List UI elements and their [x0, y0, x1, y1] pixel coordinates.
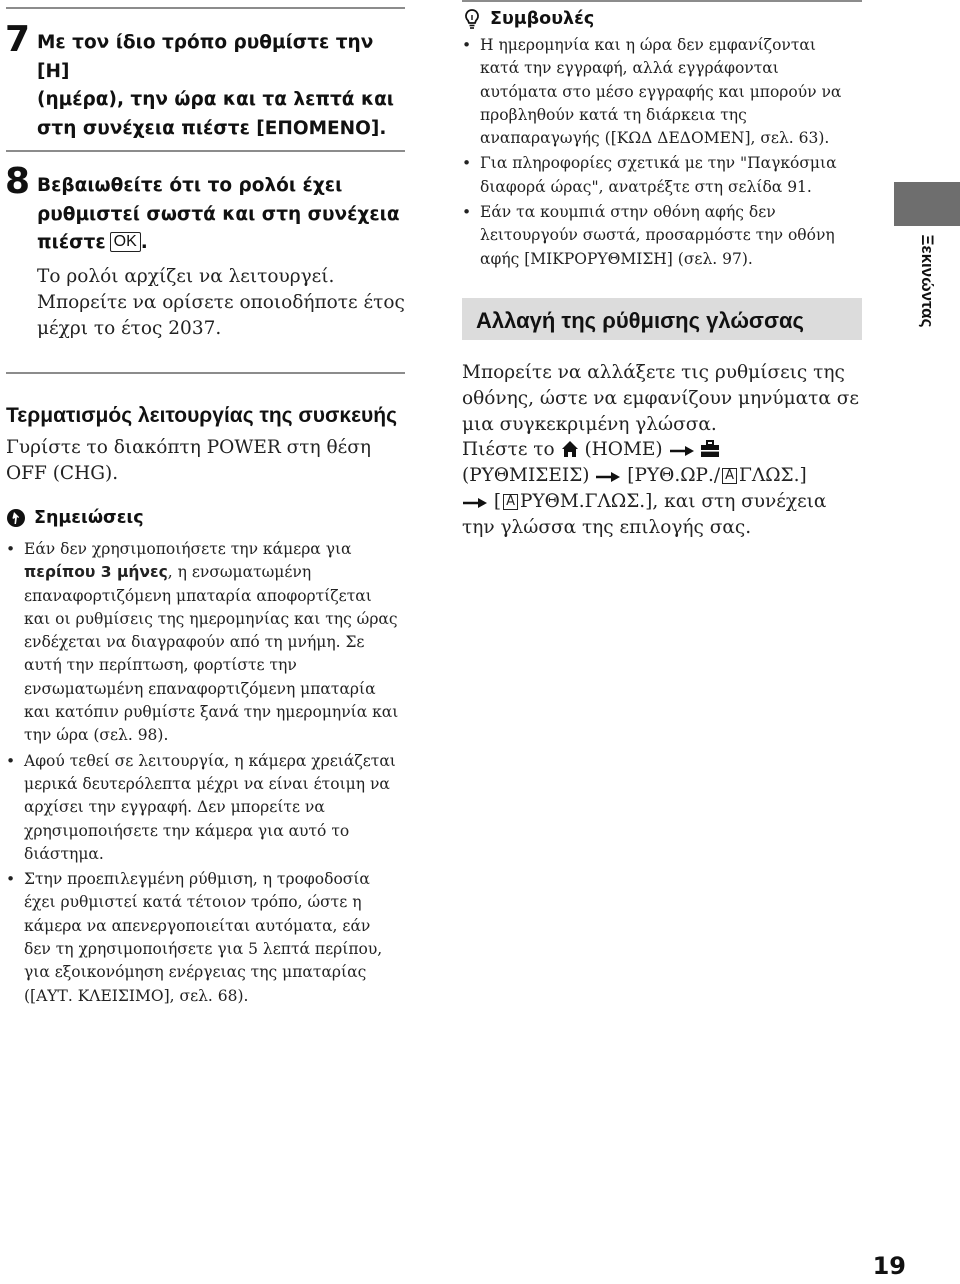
- step-7-number: 7: [5, 19, 31, 60]
- top-rule-left: [6, 7, 405, 9]
- list-item: • Αφού τεθεί σε λειτουργία, η κάμερα χρειάζεται μερικά δευτερόλεπτα μέχρι να είναι έτοιμη να αρχίσει την εγγραφή. Δεν μπορείτε να χρησιμοποιήσετε την κάμερα για αυτό το διάστημα.: [6, 750, 400, 866]
- top-rule-right: [462, 0, 862, 2]
- shutdown-heading: Τερματισμός λειτουργίας της συσκευής: [6, 404, 398, 427]
- tips-heading: Συμβουλές: [462, 8, 594, 30]
- page-number: 19: [872, 1252, 906, 1280]
- step-7-text: Με τον ίδιο τρόπο ρυθμίστε την [Η] (ημέρα), την ώρα και τα λεπτά και στη συνέχεια πιέστε [ΕΠΟΜΕΝΟ].: [37, 32, 395, 139]
- tips-list: [462, 34, 860, 271]
- section-tab-label: Ξεκινώντας: [918, 234, 937, 328]
- step-8-number: 8: [5, 161, 31, 202]
- arrow-icon: [462, 496, 488, 510]
- arrow-icon: [669, 444, 695, 458]
- language-body: Μπορείτε να αλλάξετε τις ρυθμίσεις της οθόνης, ώστε να εμφανίζουν μηνύματα σε μια συγκεκριμένη γλώσσα. Πιέστε το (HOME) (ΡΥΘΜΙΣΕΙΣ) [ΡΥΘ.ΩΡ./ A ΓΛΩΣ.] [ A ΡΥΘΜ.ΓΛΩΣ.], και στη συνέχεια την γλώσσα της επιλογής σας.: [462, 362, 859, 538]
- notes-heading: Σημειώσεις: [6, 508, 144, 528]
- list-item: • Η ημερομηνία και η ώρα δεν εμφανίζονται κατά την εγγραφή, αλλά εγγράφονται αυτόματα στο μέσο εγγραφής και μπορούν να προβληθούν κατά τη διάρκεια της αναπαραγωγής ([ΚΩΔ ΔΕΔΟΜΕΝ], σελ. 63).: [462, 34, 860, 150]
- language-a-icon: A: [722, 468, 737, 484]
- arrow-icon: [595, 470, 621, 484]
- caution-icon: [6, 508, 26, 528]
- ok-button-key: OK: [110, 232, 141, 252]
- list-item: • Για πληροφορίες σχετικά με την "Παγκόσμια διαφορά ώρας", ανατρέξτε στη σελίδα 91.: [462, 152, 860, 199]
- shutdown-body: Γυρίστε το διακόπτη POWER στη θέση OFF (CHG).: [6, 437, 371, 484]
- lightbulb-icon: [462, 8, 482, 30]
- language-heading: Αλλαγή της ρύθμισης γλώσσας: [476, 308, 804, 333]
- step-8-text: Βεβαιωθείτε ότι το ρολόι έχει ρυθμιστεί σωστά και στη συνέχεια πιέστε OK .: [37, 175, 400, 253]
- list-item: • Στην προεπιλεγμένη ρύθμιση, η τροφοδοσία έχει ρυθμιστεί κατά τέτοιον τρόπο, ώστε η κάμερα να απενεργοποιείται αυτόματα, εάν δεν τη χρησιμοποιήσετε για 5 λεπτά περίπου, για εξοικονόμηση ενέργειας της μπαταρίας ([ΑΥΤ. ΚΛΕΙΣΙΜΟ], σελ. 68).: [6, 868, 400, 1008]
- list-item: • Εάν δεν χρησιμοποιήσετε την κάμερα για περίπου 3 μήνες, η ενσωματωμένη επαναφορτιζόμενη μπαταρία αποφορτίζεται και οι ρυθμίσεις της ημερομηνίας και της ώρας ενδέχεται να διαγραφούν από τη μνήμη. Σε αυτή την περίπτωση, φορτίστε την ενσωματωμένη επαναφορτιζόμενη μπαταρία και κατόπιν ρυθμίστε ξανά την ημερομηνία και την ώρα (σελ. 98).: [6, 538, 400, 748]
- list-item: • Εάν τα κουμπιά στην οθόνη αφής δεν λειτουργούν σωστά, προσαρμόστε την οθόνη αφής [ΜΙΚΡΟΡΥΘΜΙΣΗ] (σελ. 97).: [462, 201, 860, 271]
- divider-step-8: [6, 150, 405, 152]
- toolbox-icon: [700, 440, 720, 458]
- home-icon: [561, 440, 579, 458]
- notes-list: [6, 538, 400, 1008]
- section-tab-marker: [894, 182, 960, 226]
- divider-shutdown: [6, 372, 405, 374]
- language-a-icon: A: [503, 494, 518, 510]
- step-8-result: Το ρολόι αρχίζει να λειτουργεί. Μπορείτε να ορίσετε οποιοδήποτε έτος μέχρι το έτος 2037.: [37, 266, 405, 339]
